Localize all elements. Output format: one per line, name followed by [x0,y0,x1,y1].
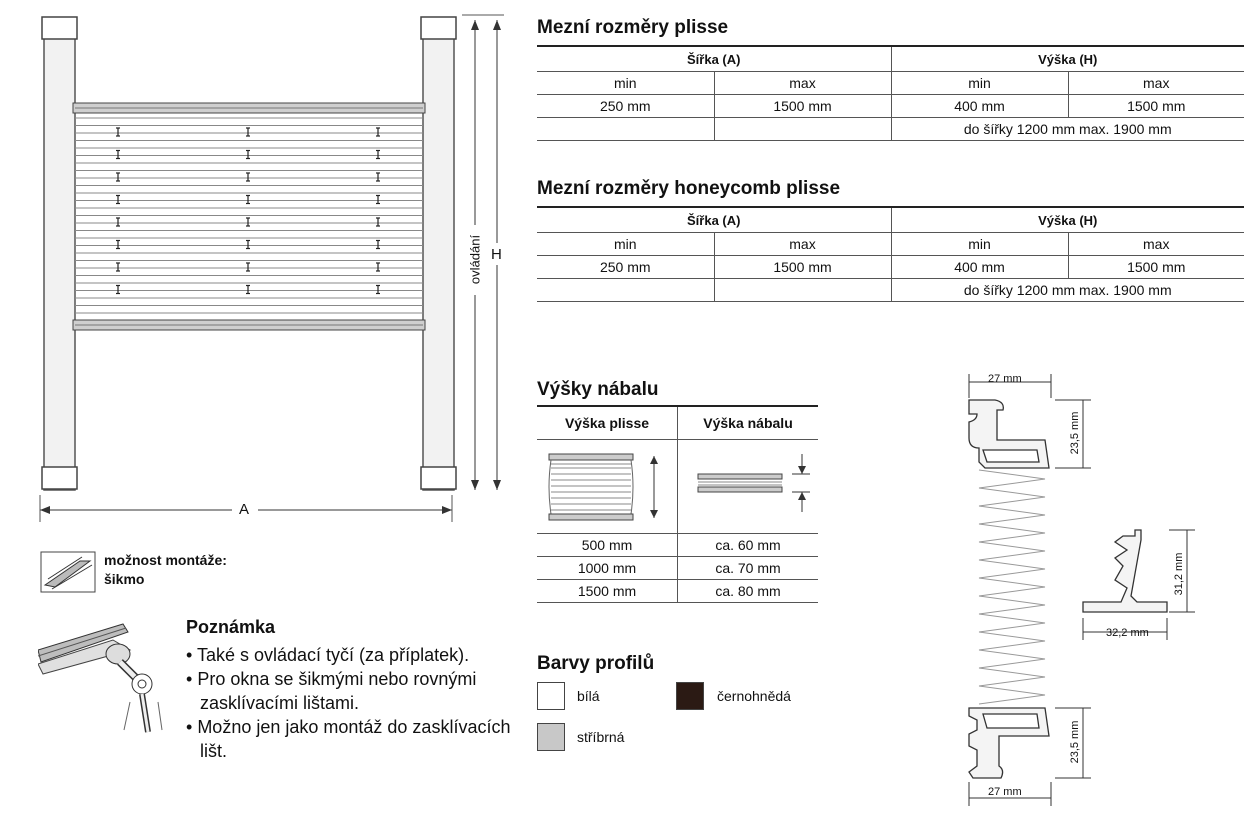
color-label-white: bílá [577,688,600,704]
bottom-profile-height: 23,5 mm [1069,720,1081,764]
height-note: do šířky 1200 mm max. 1900 mm [891,279,1244,302]
nabal-title: Výšky nábalu [537,379,659,400]
plisse-height-value: 500 mm [537,534,678,557]
col-min: min [537,233,714,256]
cell: 250 mm [537,95,714,118]
cell: 400 mm [891,95,1068,118]
cell: 1500 mm [714,95,891,118]
profile-cross-section-drawing [955,370,1235,810]
col-max: max [1068,72,1244,95]
col-min: min [537,72,714,95]
color-label-silver: stříbrná [577,729,625,745]
height-header: Výška (H) [891,46,1244,72]
stack-height-table [537,405,818,603]
width-header: Šířka (A) [537,207,891,233]
bottom-profile-width: 27 mm [988,786,1022,798]
color-label-blackbrown: černohnědá [717,688,791,704]
width-header: Šířka (A) [537,46,891,72]
plisse-height-illustration [537,440,678,534]
dimension-h-label: H [491,246,502,263]
col-min: min [891,233,1068,256]
col-max: max [1068,233,1244,256]
plisse-height-value: 1000 mm [537,557,678,580]
control-rod-illustration [38,622,163,734]
note-item: • Pro okna se šikmými nebo rovnými zasklívacími lištami. [186,667,516,715]
dimension-a-label: A [239,501,250,518]
color-swatch-silver [537,723,565,751]
stack-height-value: ca. 70 mm [678,557,819,580]
note-title: Poznámka [186,617,276,637]
col-max: max [714,72,891,95]
col-stack-height: Výška nábalu [678,406,819,440]
stack-height-value: ca. 60 mm [678,534,819,557]
cell: 250 mm [537,256,714,279]
plisse-height-value: 1500 mm [537,580,678,603]
col-plisse-height: Výška plisse [537,406,678,440]
cell: 1500 mm [714,256,891,279]
col-min: min [891,72,1068,95]
slanted-mount-icon [40,551,96,593]
control-label: ovládání [467,234,483,285]
stack-height-value: ca. 80 mm [678,580,819,603]
color-swatch-blackbrown [676,682,704,710]
honeycomb-limits-table [537,206,1244,302]
color-swatch-white [537,682,565,710]
middle-profile-height: 31,2 mm [1173,552,1185,596]
mounting-label: možnost montáže: šikmo [104,552,227,587]
plisse-limits-table [537,45,1244,141]
stack-height-illustration [678,440,819,534]
note-list [186,643,516,763]
note-item: • Možno jen jako montáž do zasklívacích lišt. [186,715,516,763]
top-profile-height: 23,5 mm [1069,411,1081,455]
honeycomb-title: Mezní rozměry honeycomb plisse [537,178,841,199]
middle-profile-width: 32,2 mm [1106,627,1149,639]
note-item: • Také s ovládací tyčí (za příplatek). [186,643,516,667]
top-profile-width: 27 mm [988,373,1022,385]
height-note: do šířky 1200 mm max. 1900 mm [891,118,1244,141]
col-max: max [714,233,891,256]
cell: 400 mm [891,256,1068,279]
plisse-title: Mezní rozměry plisse [537,17,729,38]
colors-title: Barvy profilů [537,653,655,674]
cell: 1500 mm [1068,256,1244,279]
cell: 1500 mm [1068,95,1244,118]
height-header: Výška (H) [891,207,1244,233]
